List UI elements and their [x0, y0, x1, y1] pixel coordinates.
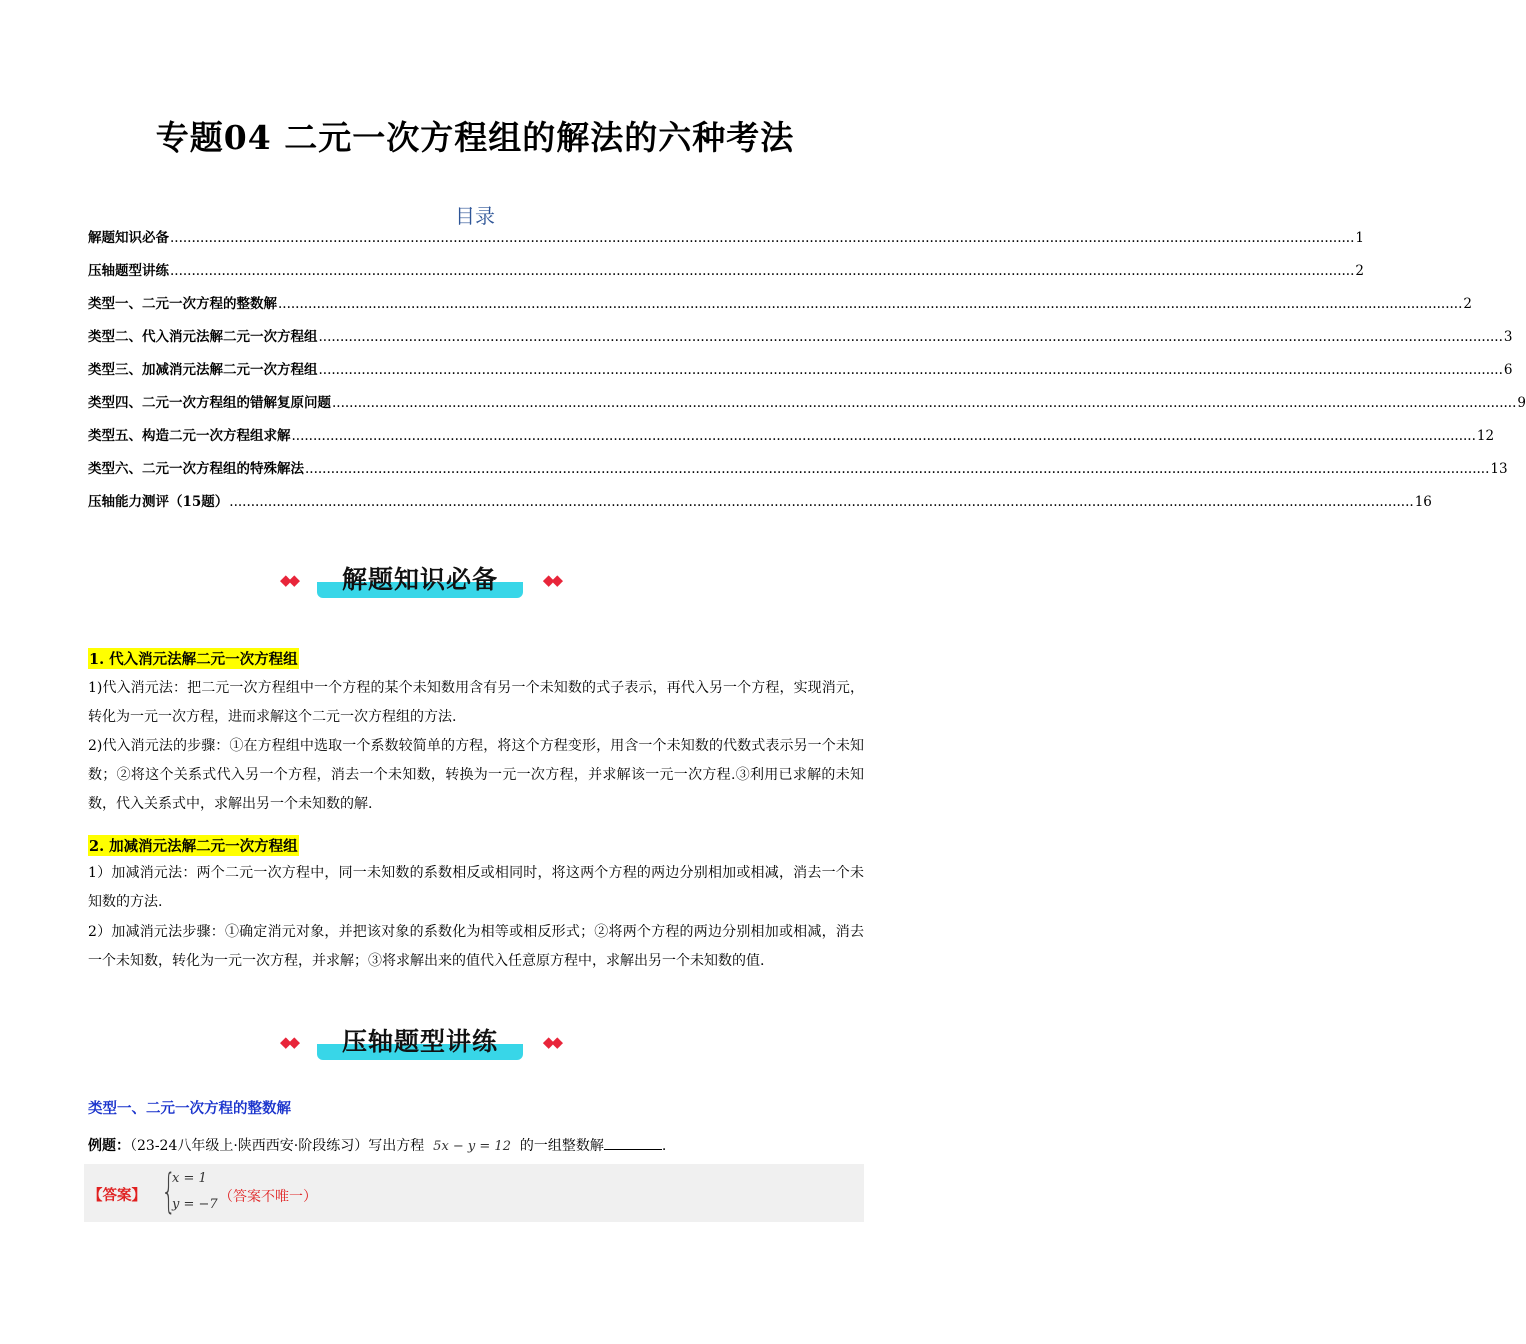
section-banner-knowledge: [280, 558, 560, 602]
example-question: [88, 1135, 864, 1155]
answer-equation: x = 1: [172, 1171, 207, 1186]
toc-item[interactable]: [88, 325, 1513, 358]
toc-leader-dots: ....................................................................................................................................................................................................................................................................................: [229, 494, 1414, 510]
type-heading: 类型一、二元一次方程的整数解: [88, 1100, 291, 1117]
toc-leader-dots: ....................................................................................................................................................................................................................................................................................: [332, 395, 1517, 411]
paragraph: 2）加减消元法步骤：①确定消元对象，并把该对象的系数化为相等或相反形式；②将两个方程的两边分别相加或相减，消去一个未知数，转化为一元一次方程，并求解；③将求解出来的值代入任意原方程中，求解出另一个未知数的值.: [88, 924, 864, 969]
example-tail: 的一组整数解: [519, 1138, 604, 1154]
section-heading: 1. 代入消元法解二元一次方程组: [88, 648, 299, 669]
toc-item[interactable]: [88, 226, 1364, 259]
period: .: [661, 1138, 667, 1154]
toc-item-page: 2: [1355, 263, 1364, 279]
example-text: （23-24八年级上·陕西西安·阶段练习）写出方程: [130, 1138, 425, 1154]
toc-item[interactable]: [88, 358, 1513, 391]
toc-item[interactable]: [88, 457, 1508, 490]
diamond-icon: ◆◆: [280, 571, 298, 589]
answer-equation: y = −7: [172, 1197, 218, 1212]
equation: 5x − y = 12: [433, 1139, 511, 1154]
page-title: 专题04 二元一次方程组的解法的六种考法: [155, 118, 795, 157]
toc-item-page: 13: [1490, 461, 1508, 477]
toc-leader-dots: ....................................................................................................................................................................................................................................................................................: [318, 362, 1503, 378]
toc-item[interactable]: [88, 490, 1432, 523]
toc-item-page: 12: [1476, 428, 1495, 444]
toc-leader-dots: ....................................................................................................................................................................................................................................................................................: [278, 296, 1463, 312]
answer-tag: 【答案】: [88, 1187, 146, 1204]
answer-blank[interactable]: [604, 1135, 662, 1150]
toc-leader-dots: ....................................................................................................................................................................................................................................................................................: [305, 461, 1490, 477]
diamond-icon: ◆◆: [280, 1033, 298, 1051]
section-banner-practice: [280, 1020, 560, 1064]
toc-item[interactable]: [88, 259, 1364, 292]
toc-leader-dots: ....................................................................................................................................................................................................................................................................................: [318, 329, 1503, 345]
toc-item-label: 类型一、二元一次方程的整数解: [88, 296, 277, 312]
paragraph: 1）加减消元法：两个二元一次方程中，同一未知数的系数相反或相同时，将这两个方程的两边分别相加或相减，消去一个未知数的方法.: [88, 865, 864, 910]
toc-item-label: 类型二、代入消元法解二元一次方程组: [88, 329, 318, 345]
table-of-contents: [88, 226, 1526, 523]
paragraph: 1)代入消元法：把二元一次方程组中一个方程的某个未知数用含有另一个未知数的式子表示，再代入另一个方程，实现消元，转化为一元一次方程，进而求解这个二元一次方程组的方法.: [88, 680, 864, 725]
toc-leader-dots: ....................................................................................................................................................................................................................................................................................: [170, 263, 1355, 279]
example-label: 例题：: [88, 1138, 130, 1154]
toc-item-label: 类型三、加减消元法解二元一次方程组: [88, 362, 318, 378]
toc-item-label: 压轴能力测评（15题）: [88, 494, 229, 510]
toc-item-label: 类型四、二元一次方程组的错解复原问题: [88, 395, 331, 411]
toc-leader-dots: ....................................................................................................................................................................................................................................................................................: [170, 230, 1355, 246]
toc-item[interactable]: [88, 424, 1495, 457]
brace-icon: {: [161, 1164, 176, 1218]
answer-note: （答案不唯一）: [219, 1189, 317, 1205]
toc-leader-dots: ....................................................................................................................................................................................................................................................................................: [291, 428, 1476, 444]
paragraph: 2)代入消元法的步骤：①在方程组中选取一个系数较简单的方程，将这个方程变形，用含一个未知数的代数式表示另一个未知数；②将这个关系式代入另一个方程，消去一个未知数，转换为一元一次方程，并求解该一元一次方程.③利用已求解的未知数，代入关系式中，求解出另一个未知数的解.: [88, 738, 864, 812]
toc-item-page: 16: [1414, 494, 1432, 510]
banner-text: 压轴题型讲练: [341, 1027, 498, 1056]
toc-item-label: 类型五、构造二元一次方程组求解: [88, 428, 291, 444]
toc-heading: 目录: [455, 204, 495, 228]
diamond-icon: ◆◆: [542, 571, 560, 589]
toc-item-label: 类型六、二元一次方程组的特殊解法: [88, 461, 304, 477]
diamond-icon: ◆◆: [542, 1033, 560, 1051]
toc-item-page: 3: [1503, 329, 1513, 345]
toc-item[interactable]: [88, 391, 1526, 424]
toc-item-page: 9: [1517, 395, 1526, 411]
section-heading: 2. 加减消元法解二元一次方程组: [88, 835, 299, 856]
toc-item-page: 1: [1355, 230, 1364, 246]
banner-text: 解题知识必备: [341, 565, 498, 594]
toc-item-page: 2: [1463, 296, 1472, 312]
toc-item-label: 解题知识必备: [88, 230, 169, 246]
toc-item-page: 6: [1503, 362, 1513, 378]
toc-item[interactable]: [88, 292, 1472, 325]
answer-box: [84, 1164, 864, 1222]
toc-item-label: 压轴题型讲练: [88, 263, 169, 279]
